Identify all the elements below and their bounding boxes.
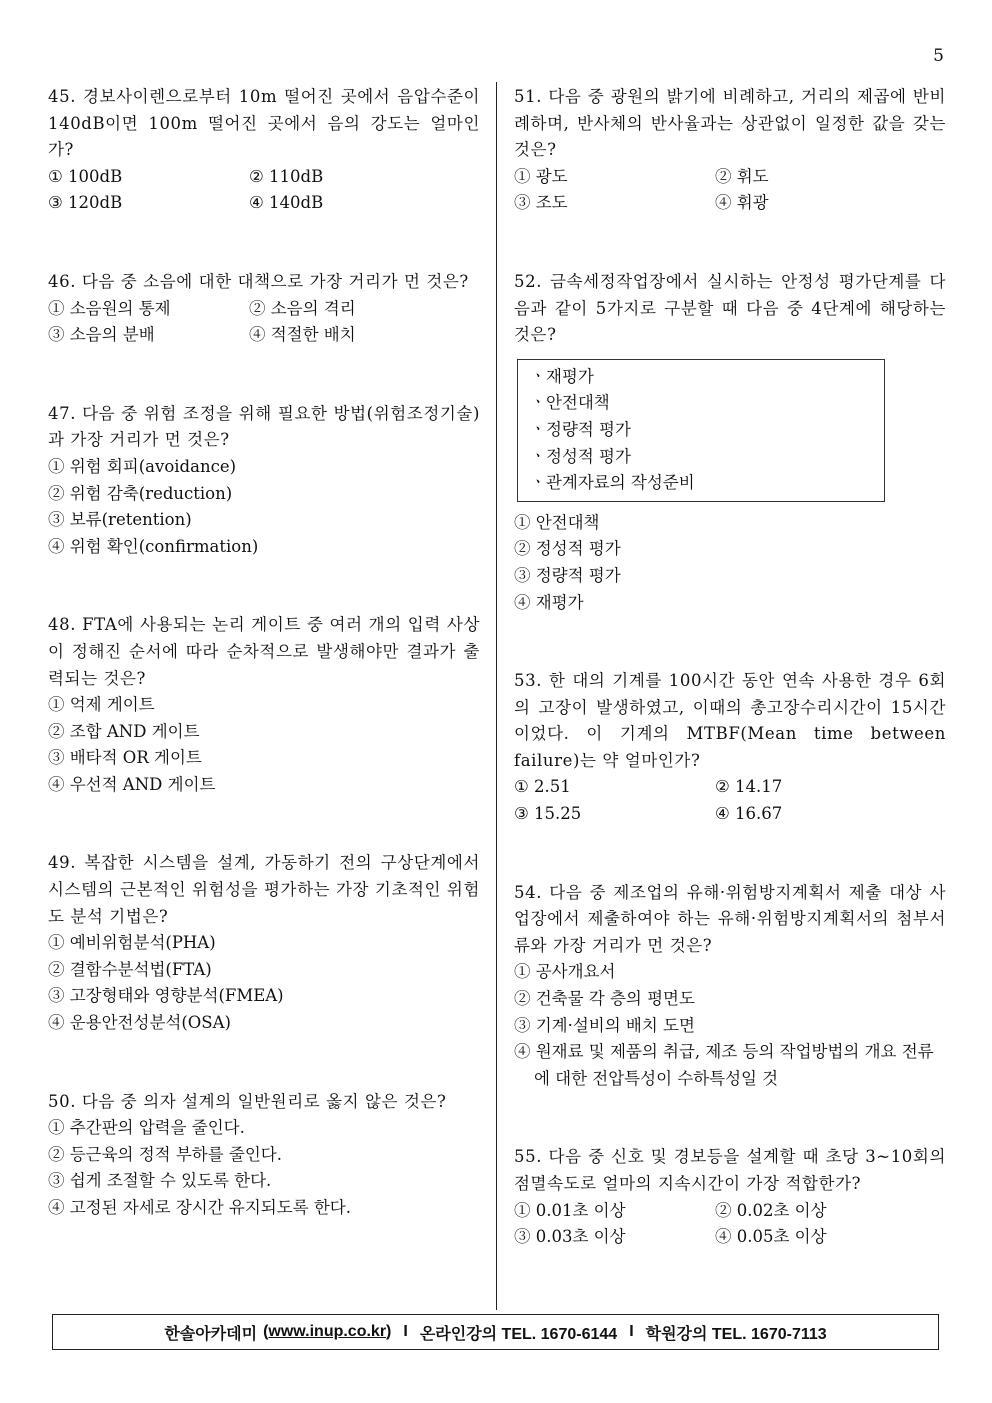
question-text: 54. 다음 중 제조업의 유해·위험방지계획서 제출 대상 사업장에서 제출하여야 하는 유해·위험방지계획서의 첨부서류와 가장 거리가 먼 것은? (514, 882, 946, 955)
box-item: ㆍ관계자료의 작성준비 (530, 473, 695, 493)
option-1: ① 100dB (48, 166, 123, 186)
options (48, 692, 480, 798)
question-text: 52. 금속세정작업장에서 실시하는 안정성 평가단계를 다음과 같이 5가지로 구분할 때 다음 중 4단계에 해당하는 것은? (514, 271, 946, 345)
separator: I (629, 1323, 634, 1340)
right-column (514, 84, 946, 1303)
question-46 (48, 269, 480, 349)
option-3: ③ 조도 (514, 193, 568, 213)
options (48, 930, 480, 1036)
options (48, 454, 480, 560)
box-item: ㆍ재평가 (530, 366, 594, 386)
offline-lecture-tel: 학원강의 TEL. 1670-7113 (645, 1325, 827, 1343)
option-3: ③ 고장형태와 영향분석(FMEA) (48, 986, 284, 1006)
question-47 (48, 401, 480, 561)
question-text: 50. 다음 중 의자 설계의 일반원리로 옳지 않은 것은? (48, 1091, 447, 1111)
question-text: 53. 한 대의 기계를 100시간 동안 연속 사용한 경우 6회의 고장이 발생하였고, 이때의 총고장수리시간이 15시간이었다. 이 기계의 MTBF(Mean time between failure)는 약 얼마인가? (514, 671, 946, 770)
option-1: ① 추간판의 압력을 줄인다. (48, 1118, 245, 1138)
option-1: ① 0.01초 이상 (514, 1200, 626, 1220)
option-4: ④ 우선적 AND 게이트 (48, 774, 216, 794)
option-4: ④ 위험 확인(confirmation) (48, 536, 259, 556)
option-2: ② 위험 감축(reduction) (48, 483, 233, 503)
options (48, 296, 480, 349)
option-4: ④ 16.67 (715, 804, 783, 824)
option-2: ② 소음의 격리 (249, 298, 356, 318)
options (48, 164, 480, 217)
option-1: ① 억제 게이트 (48, 695, 155, 715)
option-3: ③ 120dB (48, 193, 123, 213)
question-49 (48, 850, 480, 1036)
option-3: ③ 정량적 평가 (514, 565, 621, 585)
options (514, 1198, 946, 1251)
option-2: ② 등근육의 정적 부하를 줄인다. (48, 1144, 282, 1164)
question-45 (48, 84, 480, 217)
option-4: ④ 0.05초 이상 (715, 1227, 827, 1247)
option-1: ① 공사개요서 (514, 962, 616, 982)
option-1: ① 예비위험분석(PHA) (48, 933, 216, 953)
option-1: ① 위험 회피(avoidance) (48, 456, 237, 476)
question-text: 45. 경보사이렌으로부터 10m 떨어진 곳에서 음압수준이 140dB이면 100m 떨어진 곳에서 음의 강도는 얼마인가? (48, 87, 480, 160)
box-item: ㆍ정량적 평가 (530, 419, 631, 439)
option-3: ③ 쉽게 조절할 수 있도록 한다. (48, 1171, 272, 1191)
option-3: ③ 15.25 (514, 804, 582, 824)
question-text: 46. 다음 중 소음에 대한 대책으로 가장 거리가 먼 것은? (48, 271, 469, 291)
option-3: ③ 소음의 분배 (48, 325, 155, 345)
question-text: 49. 복잡한 시스템을 설계, 가동하기 전의 구상단계에서 시스템의 근본적인 위험성을 평가하는 가장 기초적인 위험도 분석 기법은? (48, 853, 481, 926)
option-4: ④ 운용안전성분석(OSA) (48, 1013, 231, 1033)
option-2: ② 110dB (249, 166, 324, 186)
left-column (48, 84, 480, 1274)
option-1: ① 안전대책 (514, 512, 600, 532)
options (514, 774, 946, 827)
option-2: ② 14.17 (715, 777, 783, 797)
column-divider (496, 82, 497, 1310)
question-55 (514, 1144, 946, 1250)
option-1: ① 광도 (514, 166, 568, 186)
question-54 (514, 880, 946, 1093)
question-53 (514, 668, 946, 828)
url-paren-close: ) (386, 1323, 392, 1340)
options (514, 164, 946, 217)
option-1: ① 2.51 (514, 777, 571, 797)
option-3: ③ 기계·설비의 배치 도면 (514, 1015, 695, 1035)
question-52 (514, 269, 946, 616)
option-4: ④ 고정된 자세로 장시간 유지되도록 한다. (48, 1198, 351, 1217)
option-3: ③ 보류(retention) (48, 510, 192, 530)
separator: I (403, 1323, 408, 1340)
option-4: ④ 원재료 및 제품의 취급, 제조 등의 작업방법의 개요 전류에 대한 전압특성이 수하특성일 것 (514, 1042, 934, 1088)
online-lecture-tel: 온라인강의 TEL. 1670-6144 (419, 1325, 618, 1343)
box-item: ㆍ안전대책 (530, 393, 610, 413)
option-3: ③ 0.03초 이상 (514, 1227, 626, 1247)
option-2: ② 휘도 (715, 166, 769, 186)
url-paren-open: ( (263, 1323, 269, 1340)
question-text: 48. FTA에 사용되는 논리 게이트 중 여러 개의 입력 사상이 정해진 순서에 따라 순차적으로 발생해야만 결과가 출력되는 것은? (48, 615, 480, 688)
option-2: ② 결함수분석법(FTA) (48, 959, 212, 979)
options (514, 959, 946, 1092)
option-2: ② 0.02초 이상 (715, 1200, 827, 1220)
page-number: 5 (933, 46, 944, 66)
option-4: ④ 140dB (249, 193, 324, 213)
options (514, 510, 946, 616)
question-50 (48, 1089, 480, 1222)
option-1: ① 소음원의 통제 (48, 298, 171, 318)
option-4: ④ 휘광 (715, 193, 769, 213)
question-text: 55. 다음 중 신호 및 경보등을 설계할 때 초당 3~10회의 점멸속도로 얼마의 지속시간이 가장 적합한가? (514, 1147, 946, 1193)
box-item: ㆍ정성적 평가 (530, 446, 631, 466)
option-2: ② 건축물 각 층의 평면도 (514, 989, 695, 1009)
question-text: 51. 다음 중 광원의 밝기에 비례하고, 거리의 제곱에 반비례하며, 반사체의 반사율과는 상관없이 일정한 값을 갖는 것은? (514, 87, 946, 160)
option-4: ④ 적절한 배치 (249, 325, 356, 345)
footer-banner (52, 1314, 939, 1350)
question-text: 47. 다음 중 위험 조정을 위해 필요한 방법(위험조정기술)과 가장 거리가 먼 것은? (48, 403, 480, 450)
question-48 (48, 612, 480, 798)
academy-url-link[interactable]: www.inup.co.kr (268, 1323, 387, 1340)
option-4: ④ 재평가 (514, 592, 584, 612)
option-2: ② 조합 AND 게이트 (48, 721, 200, 741)
question-51 (514, 84, 946, 217)
stage-list-box (517, 359, 885, 502)
academy-name: 한솔아카데미 (164, 1325, 258, 1343)
option-3: ③ 배타적 OR 게이트 (48, 748, 202, 768)
options (48, 1115, 480, 1221)
option-2: ② 정성적 평가 (514, 539, 621, 559)
